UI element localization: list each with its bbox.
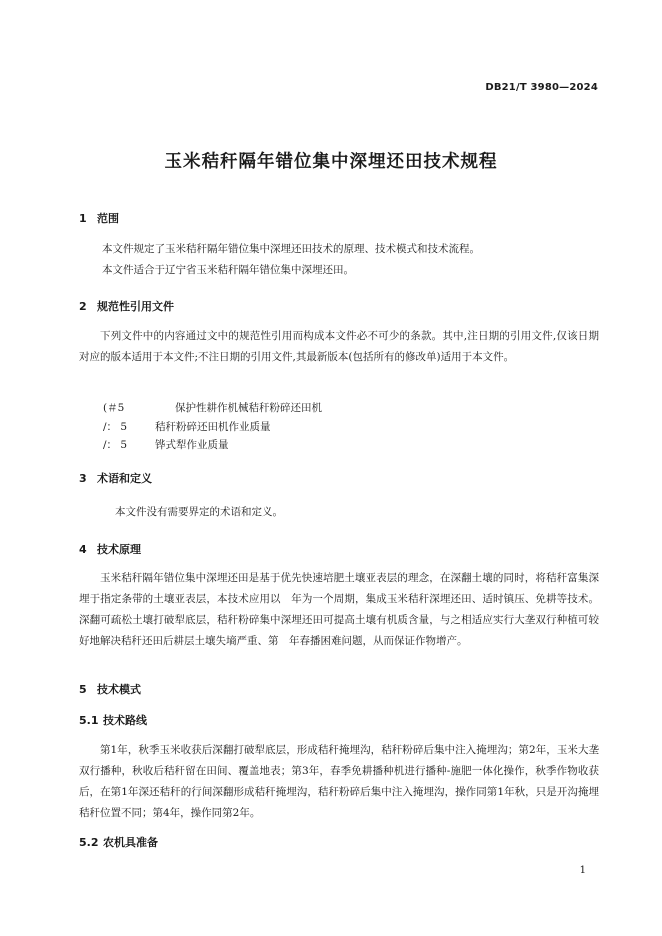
reference-item (103, 400, 322, 415)
reference-code: (＃5 (103, 402, 125, 414)
section-number: 3 (79, 472, 87, 485)
normative-references-paragraph: 下列文件中的内容通过文中的规范性引用而构成本文件必不可少的条款。其中,注日期的引用文件,仅该日期对应的版本适用于本文件;不注日期的引用文件,其最新版本(包括所有的修改单)适用于本文件。 (79, 330, 599, 363)
scope-line-2: 本文件适合于辽宁省玉米秸秆隔年错位集中深埋还田。 (102, 264, 354, 276)
technical-route-paragraph: 第1年，秋季玉米收获后深翻打破犁底层，形成秸秆掩埋沟，秸秆粉碎后集中注入掩埋沟；第2年，玉米大垄双行播种，秋收后秸秆留在田间、覆盖地表；第3年，春季免耕播种机进行播种-施肥一体化操作，秋季作物收获后，在第1年深还秸秆的行间深翻形成秸秆掩埋沟，秸秆粉碎后集中注入掩埋沟，操作同第1年秋，只是开沟掩埋秸秆位置不同；第4年，操作同第2年。 (79, 744, 599, 819)
section-number: 5 (79, 683, 87, 696)
section-2-heading (79, 298, 174, 314)
terms-line: 本文件没有需要界定的术语和定义。 (115, 506, 283, 518)
document-code: DB21/T 3980—2024 (485, 82, 598, 93)
section-5-1-heading (79, 712, 147, 728)
reference-item (103, 419, 271, 434)
reference-code: /： 5 (103, 439, 128, 451)
reference-title: 铧式犁作业质量 (155, 439, 229, 451)
scope-line-1: 本文件规定了玉米秸秆隔年错位集中深埋还田技术的原理、技术模式和技术流程。 (102, 243, 480, 255)
section-title: 规范性引用文件 (97, 300, 174, 313)
section-number: 4 (79, 543, 87, 556)
section-5-heading (79, 681, 141, 697)
section-number: 2 (79, 300, 87, 313)
section-title: 范围 (97, 212, 119, 225)
page-number: 1 (579, 865, 586, 876)
section-number: 5.2 (79, 836, 99, 849)
reference-title: 秸秆粉碎还田机作业质量 (155, 421, 271, 433)
section-title: 技术路线 (103, 714, 147, 727)
section-5-2-heading (79, 834, 158, 850)
reference-item (103, 437, 229, 452)
section-title: 技术模式 (97, 683, 141, 696)
reference-title: 保护性耕作机械秸秆粉碎还田机 (175, 402, 322, 414)
section-number: 5.1 (79, 714, 99, 727)
section-title: 农机具准备 (103, 836, 158, 849)
principle-paragraph: 玉米秸秆隔年错位集中深埋还田是基于优先快速培肥土壤亚表层的理念，在深翻土壤的同时，将秸秆富集深埋于指定条带的土壤亚表层，本技术应用以 年为一个周期，集成玉米秸秆深埋还田、适时镇压、免耕等技术。深翻可疏松土壤打破犁底层，秸秆粉碎集中深埋还田可提高土壤有机质含量，与之相适应实行大垄双行种植可较好地解决秸秆还田后耕层土壤失墒严重、第 年春播困难问题，从而保证作物增产。 (79, 572, 599, 647)
section-title: 技术原理 (97, 543, 141, 556)
section-number: 1 (79, 212, 87, 225)
reference-code: /： 5 (103, 421, 128, 433)
section-3-heading (79, 470, 152, 486)
section-title: 术语和定义 (97, 472, 152, 485)
document-title: 玉米秸秆隔年错位集中深埋还田技术规程 (164, 152, 498, 172)
section-1-heading (79, 210, 119, 226)
section-4-heading (79, 541, 141, 557)
